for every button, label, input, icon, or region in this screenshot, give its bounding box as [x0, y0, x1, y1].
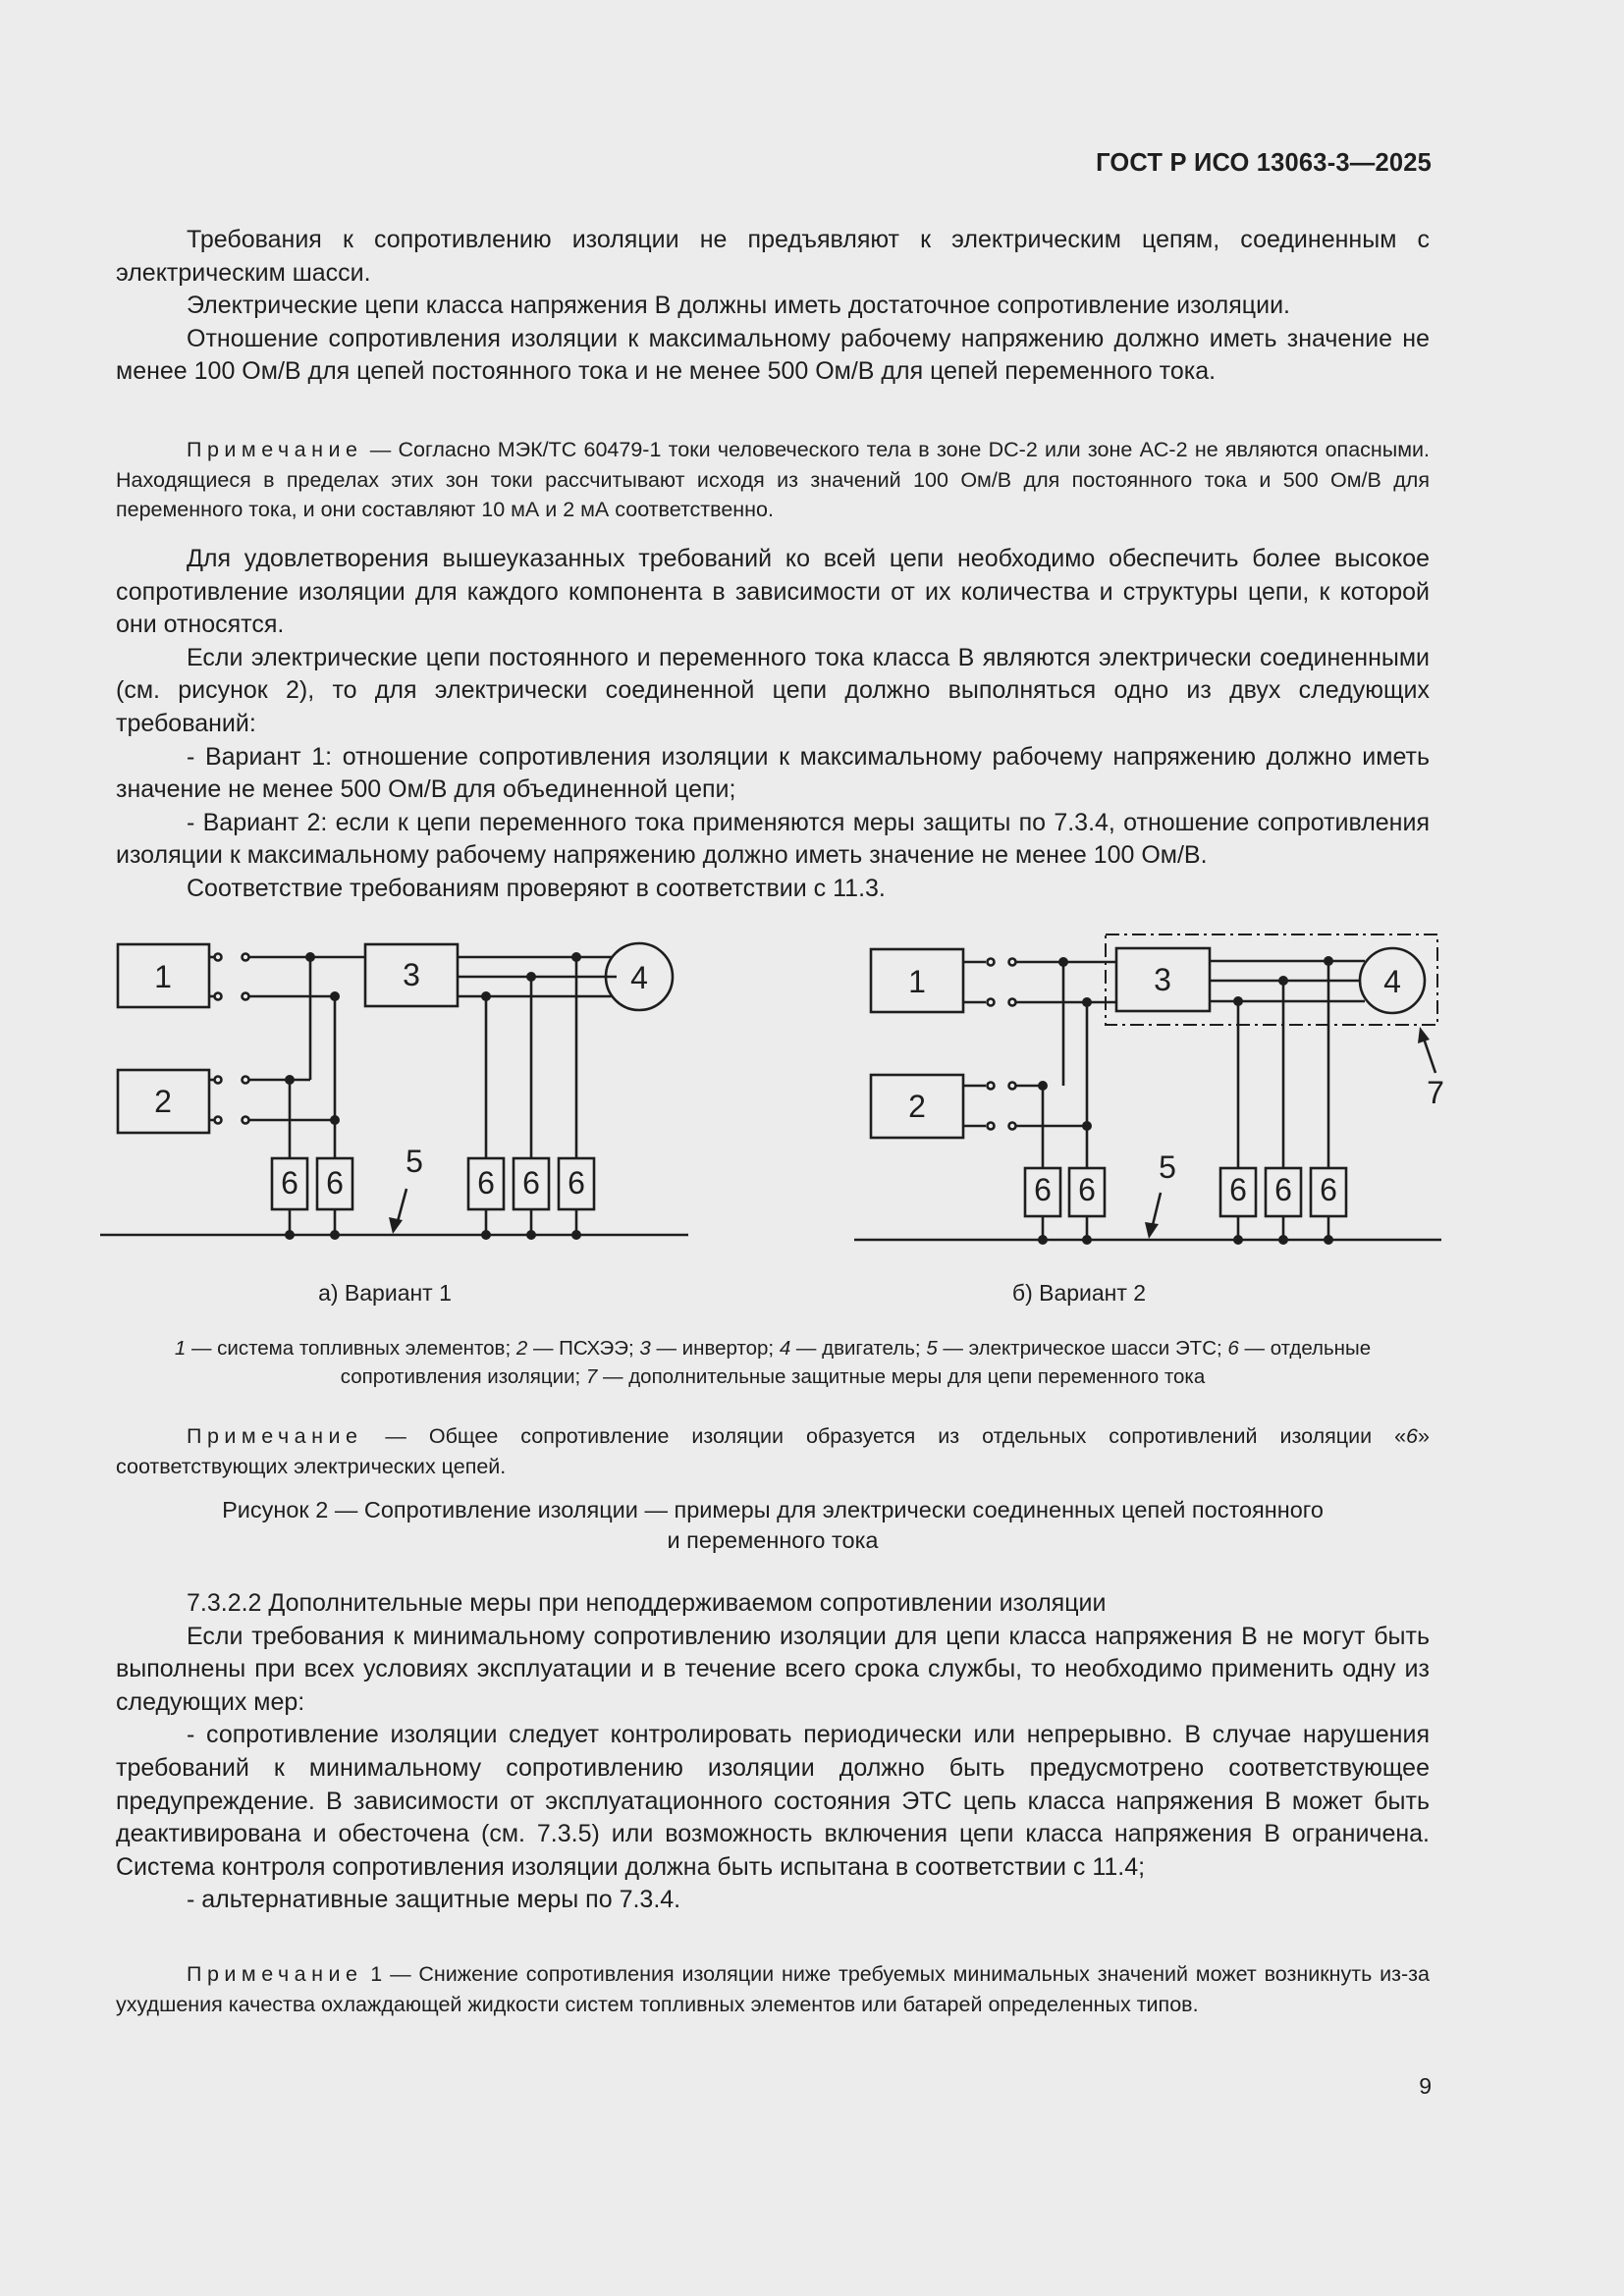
note-label: Примечание — [187, 438, 363, 461]
paragraph: Для удовлетворения вышеуказанных требований ко всей цепи необходимо обеспечить более высокое сопротивление изоляции для каждого компонента в зависимости от их количества и структуры цепи, к которой они относятся. — [116, 545, 1430, 639]
note-3: Примечание 1 — Снижение сопротивления изоляции ниже требуемых минимальных значений может возникнуть из-за ухудшения качества охлаждающей жидкости систем топливных элементов или батарей определенных типов. — [116, 1962, 1430, 2016]
label-2: 2 — [154, 1084, 172, 1119]
list-item: - альтернативные защитные меры по 7.3.4. — [187, 1886, 681, 1914]
variant-1-circuit — [100, 943, 688, 1235]
variant-2-circuit — [854, 934, 1441, 1240]
label-5: 5 — [406, 1144, 423, 1179]
paragraph: Отношение сопротивления изоляции к максимальному рабочему напряжению должно иметь значение не менее 100 Ом/В для цепей постоянного тока и не менее 500 Ом/В для цепей переменного тока. — [116, 324, 1430, 386]
label-3: 3 — [403, 957, 420, 992]
note-1 — [116, 435, 1430, 525]
document-header: ГОСТ Р ИСО 13063-3—2025 — [1096, 149, 1432, 177]
figure-caption: Рисунок 2 — Сопротивление изоляции — примеры для электрически соединенных цепей постоянного и переменного тока — [222, 1497, 1324, 1553]
note-2: Примечание — Общее сопротивление изоляции образуется из отдельных сопротивлений изоляции «6» соответствующих электрических цепей. — [116, 1424, 1430, 1478]
list-item: - сопротивление изоляции следует контролировать периодически или непрерывно. В случае нарушения требований к минимальному сопротивлению изоляции должно быть предусмотрено соответствующее предупреждение. В зависимости от эксплуатационного состояния ЭТС цепь класса напряжения B может быть деактивирована и обесточена (см. 7.3.5) или возможность включения цепи класса напряжения B ограничена. Система контроля сопротивления изоляции должна быть испытана в соответствии с 11.4; — [116, 1721, 1430, 1881]
label-3: 3 — [1154, 962, 1171, 997]
label-1: 1 — [154, 959, 172, 994]
paragraph: Электрические цепи класса напряжения B должны иметь достаточное сопротивление изоляции. — [187, 292, 1290, 320]
section-heading: 7.3.2.2 Дополнительные меры при неподдерживаемом сопротивлении изоляции — [187, 1589, 1107, 1617]
label-6: 6 — [1034, 1172, 1052, 1207]
text-block-3 — [116, 1587, 1430, 1917]
paragraph: Если электрические цепи постоянного и переменного тока класса B являются электрически соединенными (см. рисунок 2), то для электрически соединенной цепи должно выполняться одно из двух следующих требований: — [116, 643, 1430, 737]
paragraph: Соответствие требованиям проверяют в соответствии с 11.3. — [187, 874, 886, 902]
label-6: 6 — [1320, 1172, 1337, 1207]
label-6: 6 — [1274, 1172, 1292, 1207]
label-6: 6 — [326, 1165, 344, 1201]
text-block-2 — [116, 543, 1430, 906]
page-number: 9 — [1419, 2073, 1432, 2099]
list-item: - Вариант 1: отношение сопротивления изоляции к максимальному рабочему напряжению должно иметь значение не менее 500 Ом/В для объединенной цепи; — [116, 742, 1430, 804]
text-block-1 — [116, 224, 1430, 389]
label-6: 6 — [477, 1165, 495, 1201]
label-6: 6 — [1078, 1172, 1096, 1207]
paragraph: Если требования к минимальному сопротивлению изоляции для цепи класса напряжения B не могут быть выполнены при всех условиях эксплуатации и в течение всего срока службы, то необходимо применить одну из следующих мер: — [116, 1622, 1430, 1716]
paragraph: Требования к сопротивлению изоляции не предъявляют к электрическим цепям, соединенным с электрическим шасси. — [116, 226, 1430, 287]
label-4: 4 — [1383, 964, 1401, 999]
list-item: - Вариант 2: если к цепи переменного тока применяются меры защиты по 7.3.4, отношение сопротивления изоляции к максимальному рабочему напряжению должно иметь значение не менее 100 Ом/В. — [116, 808, 1430, 870]
label-6: 6 — [281, 1165, 298, 1201]
label-7: 7 — [1427, 1075, 1444, 1110]
label-5: 5 — [1159, 1149, 1176, 1185]
note-label: Примечание — [187, 1424, 363, 1448]
label-4: 4 — [630, 960, 648, 995]
label-6: 6 — [522, 1165, 540, 1201]
label-1: 1 — [908, 964, 926, 999]
caption-variant-2: б) Вариант 2 — [1011, 1280, 1147, 1306]
label-6: 6 — [568, 1165, 585, 1201]
note-label: Примечание — [187, 1962, 363, 1986]
label-6: 6 — [1229, 1172, 1247, 1207]
label-2: 2 — [908, 1089, 926, 1124]
figure-legend: 1 — система топливных элементов; 2 — ПСХЭЭ; 3 — инвертор; 4 — двигатель; 5 — электрическое шасси ЭТС; 6 — отдельные сопротивления изоляции; 7 — дополнительные защитные меры для цепи переменного тока — [174, 1337, 1372, 1388]
figure-2-diagram — [0, 923, 1624, 1315]
note-text: — Согласно МЭК/ТС 60479-1 токи человеческого тела в зоне DC-2 или зоне AC-2 не являются опасными. Находящиеся в пределах этих зон токи рассчитывают исходя из значений 100 Ом/В для постоянного тока и 500 Ом/В для переменного тока, и они составляют 10 мА и 2 мА соответственно. — [116, 438, 1430, 521]
caption-variant-1: а) Вариант 1 — [318, 1280, 452, 1306]
